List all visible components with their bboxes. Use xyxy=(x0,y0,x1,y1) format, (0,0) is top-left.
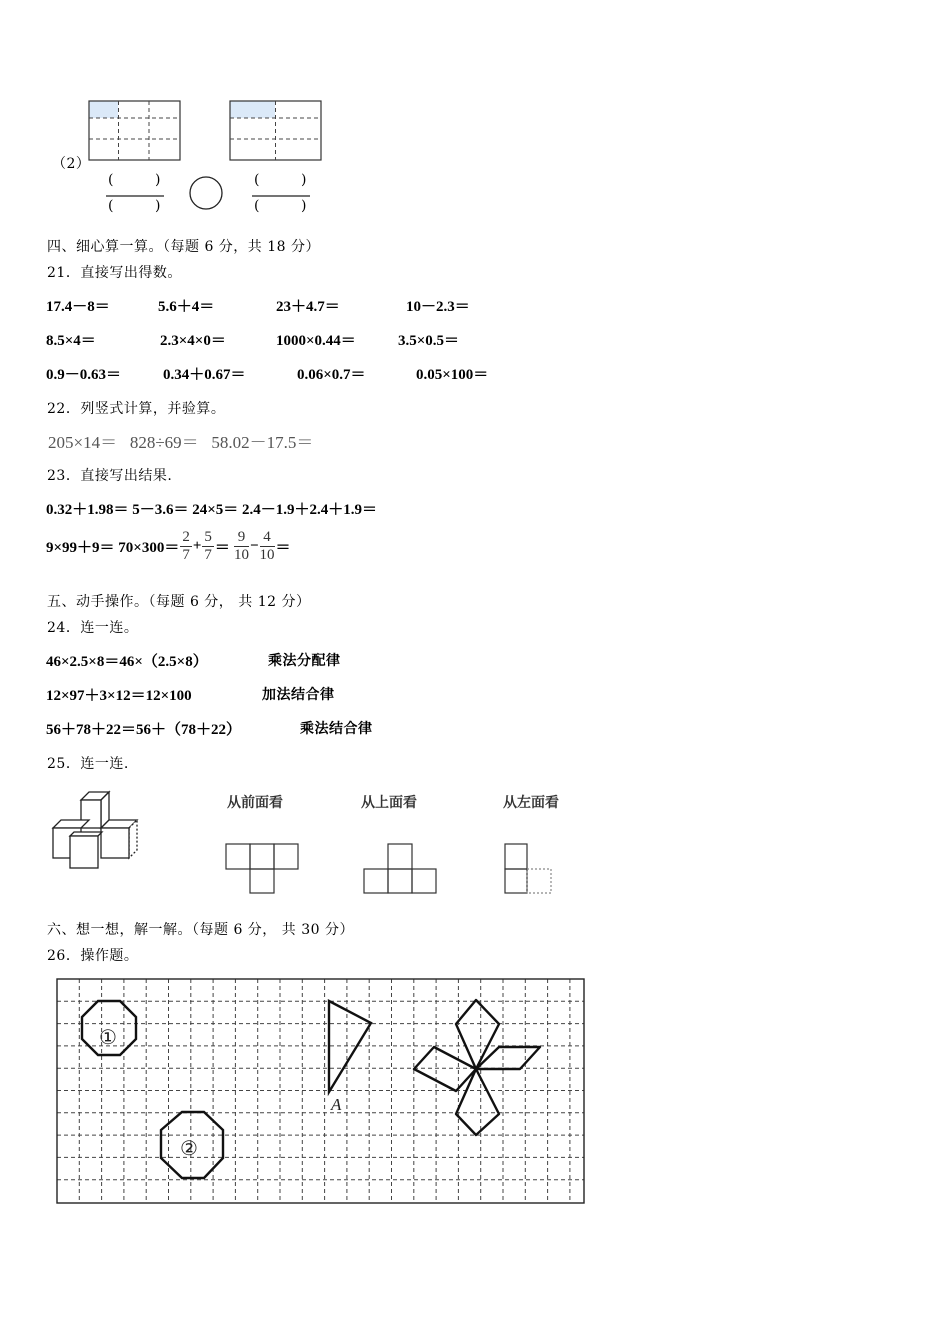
numerator: 9 xyxy=(234,529,249,547)
calc-item: 17.4－8＝ xyxy=(46,299,110,315)
compare-circle[interactable] xyxy=(189,176,225,212)
paren-close: ) xyxy=(155,172,161,188)
calc-line: 0.32＋1.98＝ 5－3.6＝ 24×5＝ 2.4－1.9＋2.4＋1.9＝ xyxy=(46,502,378,518)
match-law[interactable]: 乘法结合律 xyxy=(300,721,373,737)
operator: ＝ xyxy=(214,539,230,556)
numerator: 5 xyxy=(204,528,212,545)
view-label[interactable]: 从上面看 xyxy=(361,795,417,811)
rotated-kite-figure[interactable] xyxy=(414,1000,540,1135)
denominator: 7 xyxy=(204,546,212,563)
match-expression[interactable]: 12×97＋3×12＝12×100 xyxy=(46,688,192,704)
calc-item: 23＋4.7＝ xyxy=(276,299,340,315)
shape-label: ① xyxy=(99,1025,117,1049)
fraction xyxy=(180,529,192,564)
operator: − xyxy=(249,537,259,554)
paren-close: ) xyxy=(155,198,161,214)
calc-item: 0.34＋0.67＝ xyxy=(163,367,246,383)
paren-open: ( xyxy=(108,198,114,214)
calc-item: 0.05×100＝ xyxy=(416,367,489,383)
cube-stack-figure xyxy=(50,790,150,872)
fraction-bar xyxy=(252,195,310,197)
question-title: 24．连一连。 xyxy=(47,620,139,636)
question-title: 25．连一连. xyxy=(47,756,129,772)
fraction xyxy=(202,529,214,564)
shape-label: ② xyxy=(180,1136,198,1160)
fraction-rect-left xyxy=(88,100,182,162)
view-shape-left[interactable] xyxy=(504,843,556,895)
section-heading: 六、想一想，解一解。（每题 6 分， 共 30 分） xyxy=(47,922,354,938)
fraction-bar xyxy=(106,195,164,197)
fraction-rect-right xyxy=(229,100,323,162)
denominator: 10 xyxy=(233,546,249,563)
match-expression[interactable]: 46×2.5×8＝46×（2.5×8） xyxy=(46,654,208,670)
question-title: 22．列竖式计算，并验算。 xyxy=(47,401,226,417)
section-heading: 五、动手操作。（每题 6 分， 共 12 分） xyxy=(47,594,311,610)
calc-item: 1000×0.44＝ xyxy=(276,333,356,349)
fraction xyxy=(234,529,249,564)
paren-open: ( xyxy=(108,172,114,188)
calc-item: 3.5×0.5＝ xyxy=(398,333,460,349)
triangle-shape[interactable] xyxy=(329,1001,371,1092)
view-label[interactable]: 从前面看 xyxy=(227,795,283,811)
calc-item: 2.3×4×0＝ xyxy=(160,333,226,349)
section-heading: 四、细心算一算。（每题 6 分，共 18 分） xyxy=(47,239,321,255)
paren-open: ( xyxy=(254,198,260,214)
view-shape-front[interactable] xyxy=(225,843,301,895)
operator: + xyxy=(192,537,202,554)
point-label-a: A xyxy=(331,1095,342,1114)
calc-item: 8.5×4＝ xyxy=(46,333,96,349)
calc-text: 9×99＋9＝ 70×300＝ xyxy=(46,539,180,556)
paren-open: ( xyxy=(254,172,260,188)
paren-close: ) xyxy=(301,198,307,214)
question-title: 23．直接写出结果. xyxy=(47,468,173,484)
question-title: 21．直接写出得数。 xyxy=(47,265,182,281)
paren-close: ) xyxy=(301,172,307,188)
denominator: 7 xyxy=(182,546,190,563)
calc-item: 0.06×0.7＝ xyxy=(297,367,366,383)
operator: ＝ xyxy=(275,539,291,556)
numerator: 2 xyxy=(182,528,190,545)
operation-grid xyxy=(56,978,586,1206)
view-shape-top[interactable] xyxy=(363,843,439,895)
question-title: 26．操作题。 xyxy=(47,948,139,964)
calc-line-fractions xyxy=(46,526,291,566)
calc-item: 0.9－0.63＝ xyxy=(46,367,122,383)
match-expression[interactable]: 56＋78＋22＝56＋（78＋22） xyxy=(46,722,242,738)
fraction xyxy=(260,529,275,564)
match-law[interactable]: 乘法分配律 xyxy=(268,653,341,669)
grid-lines xyxy=(57,979,584,1202)
denominator: 10 xyxy=(259,546,275,563)
calc-item: 5.6＋4＝ xyxy=(158,299,215,315)
calc-item: 10－2.3＝ xyxy=(406,299,470,315)
match-law[interactable]: 加法结合律 xyxy=(262,687,335,703)
numerator: 4 xyxy=(260,529,275,547)
vertical-calc-line: 205×14＝ 828÷69＝ 58.02－17.5＝ xyxy=(48,433,314,452)
question-part-label: （2） xyxy=(52,156,91,172)
view-label[interactable]: 从左面看 xyxy=(503,795,559,811)
